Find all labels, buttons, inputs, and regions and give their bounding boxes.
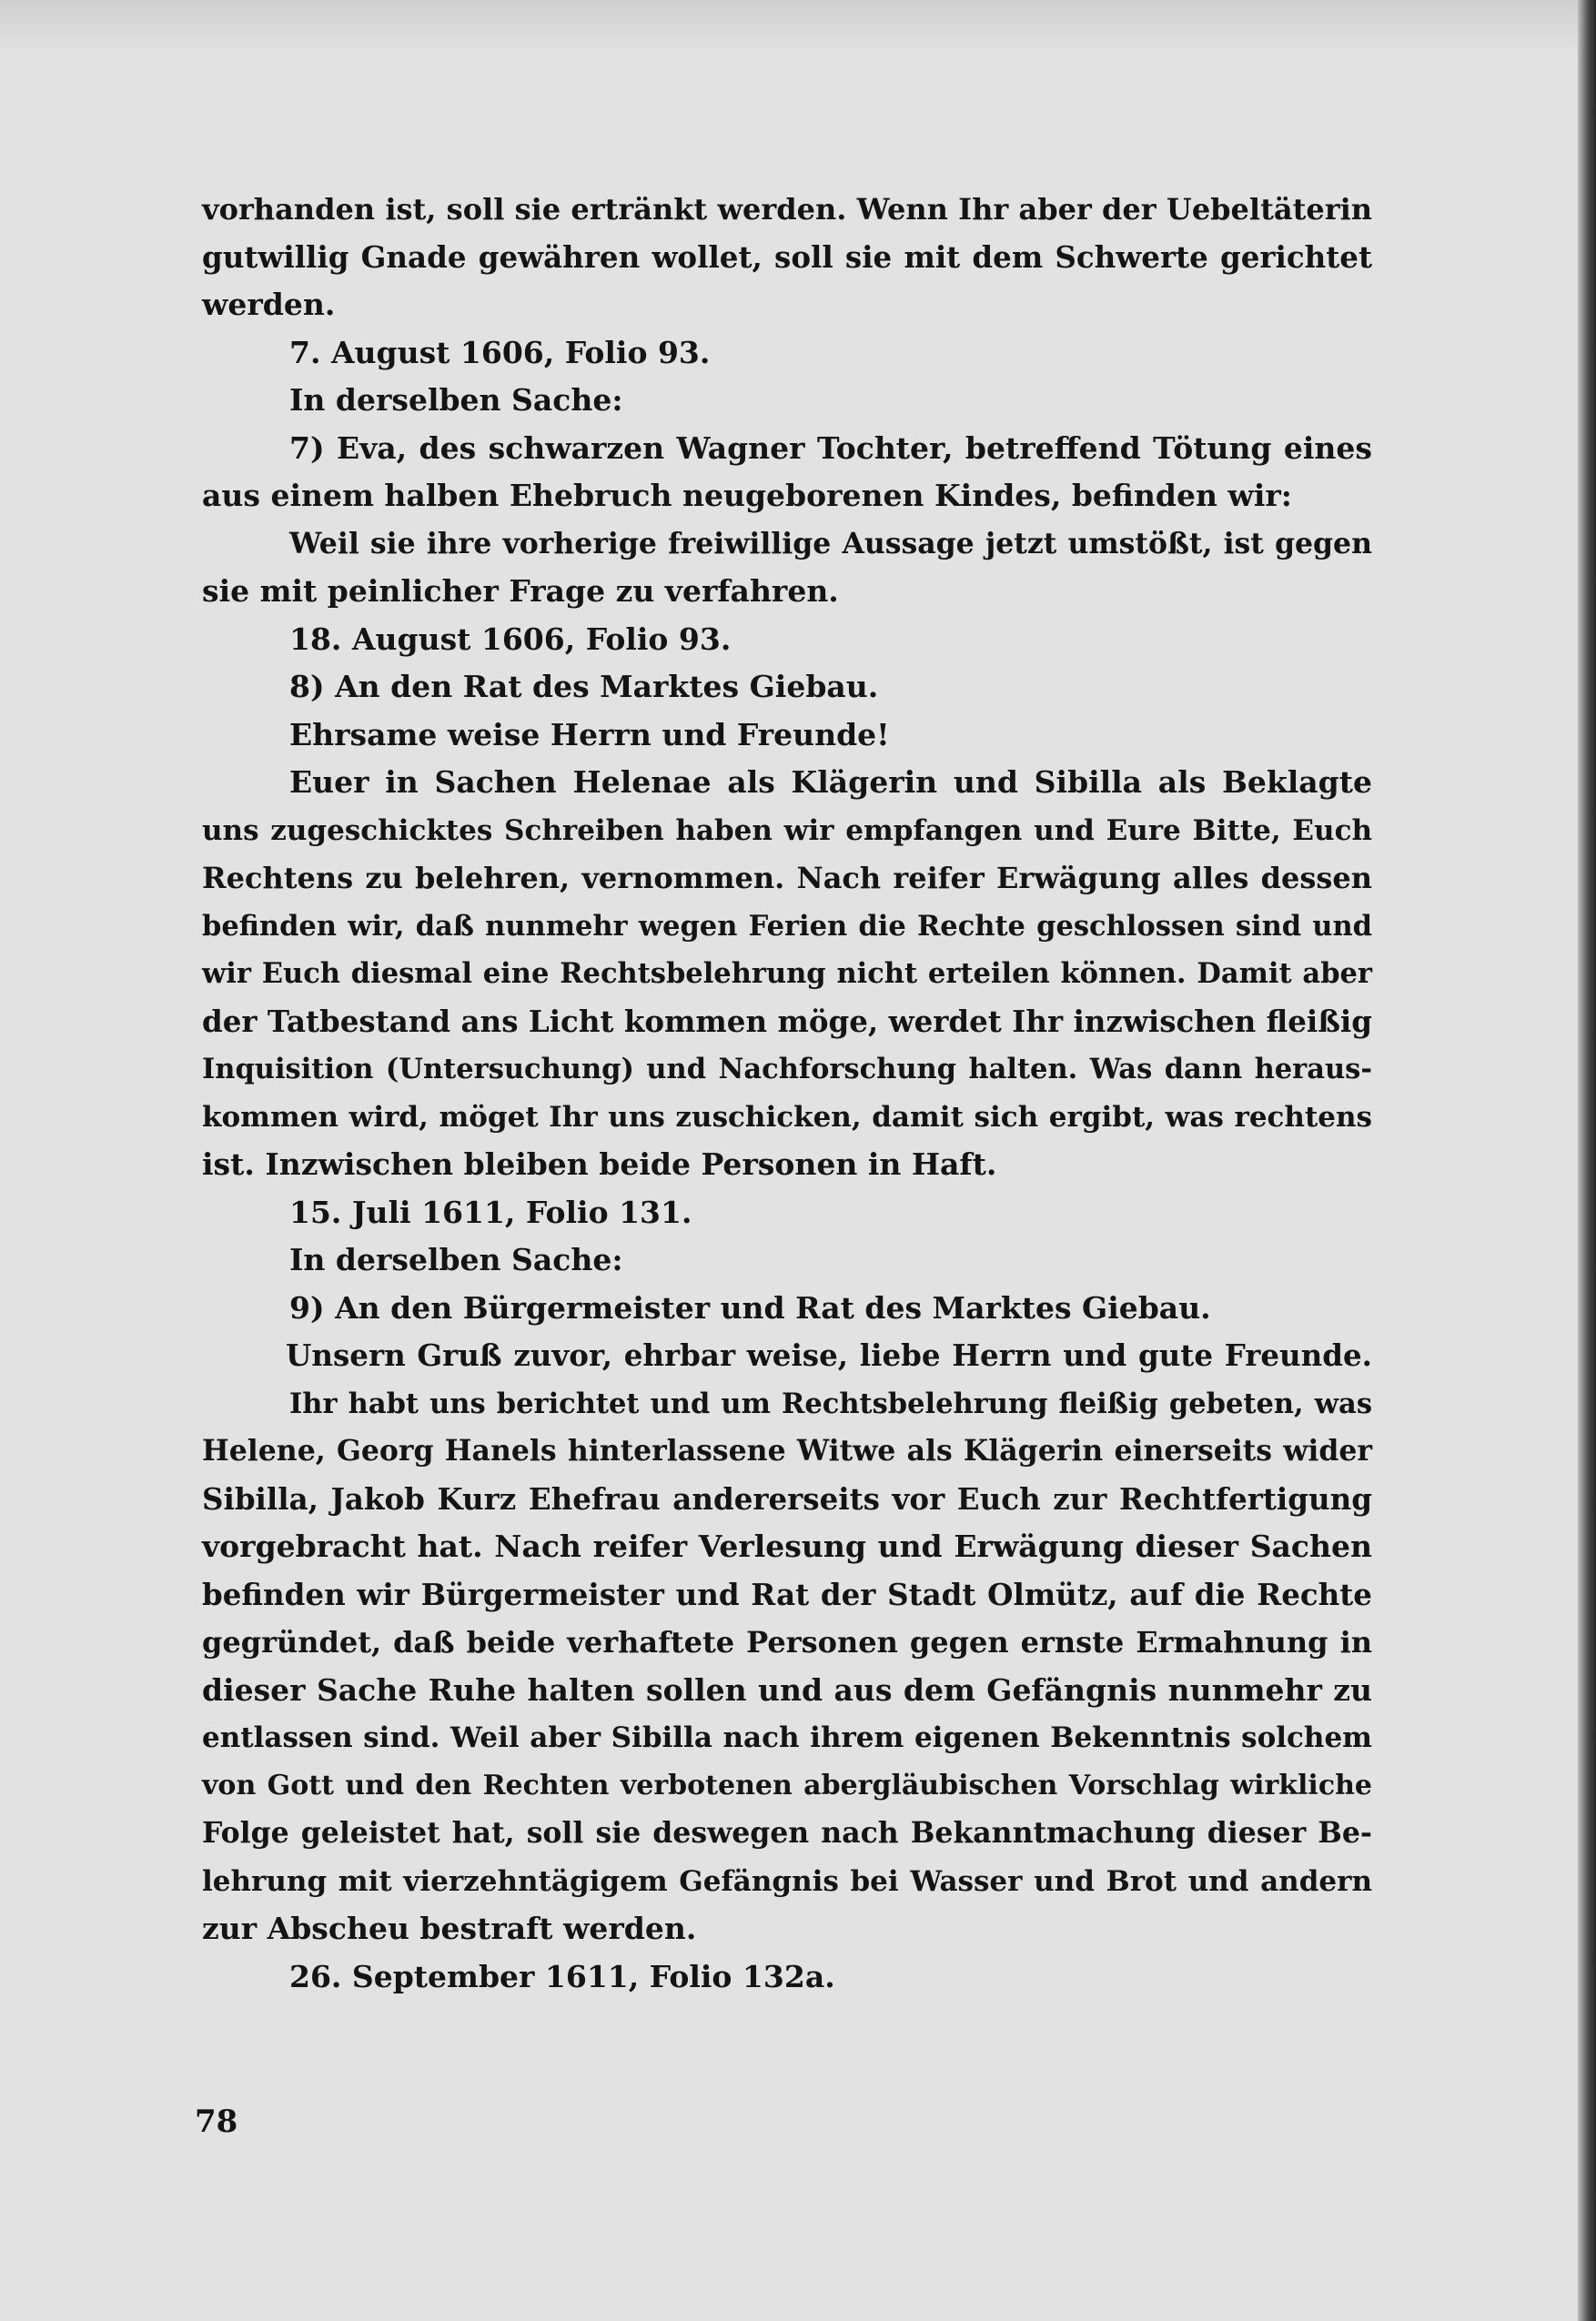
text-line: befinden wir Bürgermeister und Rat der Stadt Olmütz, auf die Rechte bbox=[202, 1576, 1372, 1612]
text-line: Sibilla, Jakob Kurz Ehefrau andererseits vor Euch zur Rechtfertigung bbox=[202, 1480, 1372, 1517]
text-line: aus einem halben Ehebruch neugeborenen Kindes, befinden wir: bbox=[202, 478, 1292, 513]
text-line: Inquisition (Untersuchung) und Nachforschung halten. Was dann heraus- bbox=[202, 1053, 1372, 1085]
page-number: 78 bbox=[195, 2104, 238, 2140]
text-line: Folge geleistet hat, soll sie deswegen nach Bekanntmachung dieser Be- bbox=[202, 1816, 1372, 1850]
text-line: werden. bbox=[202, 287, 336, 322]
section-heading: In derselben Sache: bbox=[289, 1242, 623, 1277]
text-line: uns zugeschicktes Schreiben haben wir empfangen und Eure Bitte, Euch bbox=[202, 813, 1372, 847]
scan-edge bbox=[1578, 0, 1596, 2321]
text-line: von Gott und den Rechten verbotenen abergläubischen Vorschlag wirkliche bbox=[202, 1769, 1372, 1801]
section-heading: 9) An den Bürgermeister und Rat des Marktes Giebau. bbox=[289, 1289, 1211, 1326]
scan-shading bbox=[0, 0, 1596, 55]
body-text bbox=[202, 186, 1372, 2001]
text-line: lehrung mit vierzehntägigem Gefängnis bei Wasser und Brot und andern bbox=[202, 1864, 1372, 1898]
text-line: sie mit peinlicher Frage zu verfahren. bbox=[202, 573, 839, 609]
citation: 18. August 1606, Folio 93. bbox=[289, 621, 732, 657]
text-line: dieser Sache Ruhe halten sollen und aus dem Gefängnis nunmehr zu bbox=[202, 1671, 1372, 1708]
section-heading: 8) An den Rat des Marktes Giebau. bbox=[289, 669, 879, 704]
section-heading: In derselben Sache: bbox=[289, 382, 623, 418]
text-line: Helene, Georg Hanels hinterlassene Witwe als Klägerin einerseits wider bbox=[202, 1434, 1372, 1468]
text-line: gegründet, daß beide verhaftete Personen gegen ernste Ermahnung in bbox=[202, 1625, 1372, 1660]
salutation: Ehrsame weise Herrn und Freunde! bbox=[289, 716, 890, 752]
citation: 15. Juli 1611, Folio 131. bbox=[289, 1194, 692, 1230]
text-line: Ihr habt uns berichtet und um Rechtsbelehrung fleißig gebeten, was bbox=[289, 1387, 1372, 1420]
text-line: der Tatbestand ans Licht kommen möge, werdet Ihr inzwischen fleißig bbox=[202, 1003, 1372, 1039]
text-line: 7) Eva, des schwarzen Wagner Tochter, betreffend Tötung eines bbox=[289, 429, 1372, 466]
text-line: befinden wir, daß nunmehr wegen Ferien die Rechte geschlossen sind und bbox=[202, 909, 1372, 943]
citation: 26. September 1611, Folio 132a. bbox=[289, 1958, 835, 1994]
text-line: Rechtens zu belehren, vernommen. Nach reifer Erwägung alles dessen bbox=[202, 861, 1372, 895]
citation: 7. August 1606, Folio 93. bbox=[289, 334, 711, 370]
text-line: vorgebracht hat. Nach reifer Verlesung und Erwägung dieser Sachen bbox=[202, 1529, 1372, 1564]
salutation: Unsern Gruß zuvor, ehrbar weise, liebe Herrn und gute Freunde. bbox=[286, 1337, 1372, 1373]
text-line: kommen wird, möget Ihr uns zuschicken, damit sich ergibt, was rechtens bbox=[202, 1100, 1372, 1134]
text-line: Weil sie ihre vorherige freiwillige Aussage jetzt umstößt, ist gegen bbox=[289, 526, 1372, 560]
text-line: zur Abscheu bestraft werden. bbox=[202, 1911, 697, 1946]
text-line: gutwillig Gnade gewähren wollet, soll sie mit dem Schwerte gerichtet bbox=[202, 238, 1372, 275]
text-line: ist. Inzwischen bleiben beide Personen in Haft. bbox=[202, 1146, 997, 1182]
text-line: vorhanden ist, soll sie ertränkt werden. Wenn Ihr aber der Uebeltäterin bbox=[202, 192, 1372, 227]
text-line: wir Euch diesmal eine Rechtsbelehrung nicht erteilen können. Damit aber bbox=[202, 957, 1372, 990]
text-line: entlassen sind. Weil aber Sibilla nach ihrem eigenen Bekenntnis solchem bbox=[202, 1721, 1372, 1754]
text-line: Euer in Sachen Helenae als Klägerin und Sibilla als Beklagte bbox=[289, 764, 1372, 800]
